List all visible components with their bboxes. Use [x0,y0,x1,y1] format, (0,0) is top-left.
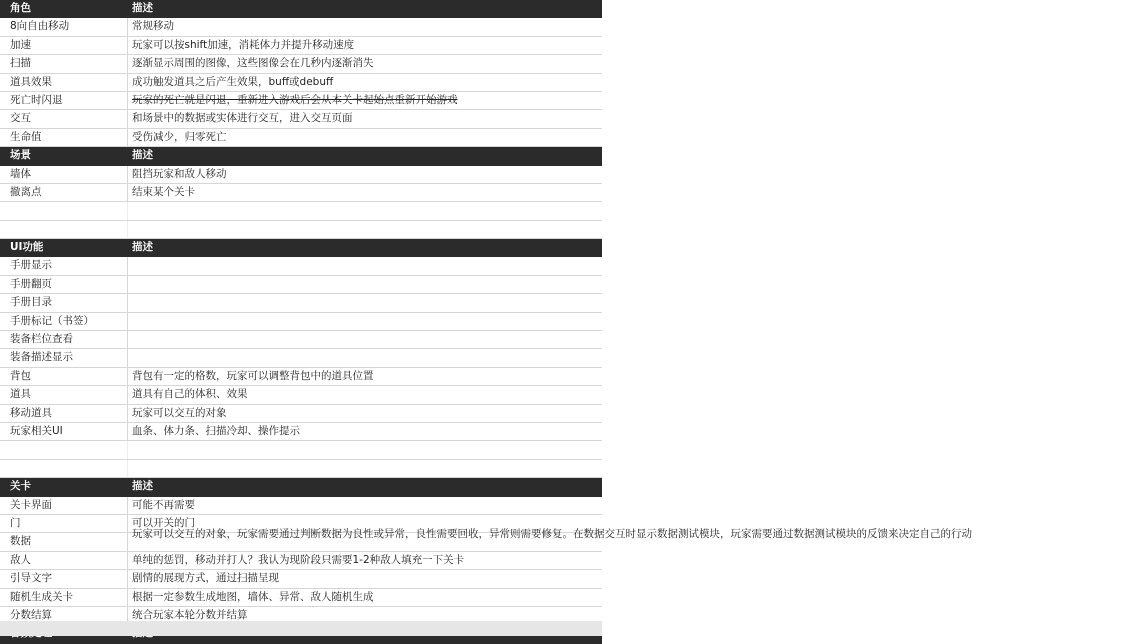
cell-name[interactable] [0,423,128,440]
cell-name-text: 数据 [10,535,31,548]
cell-description[interactable] [128,405,602,422]
cell-description-text: 单纯的惩罚，移动并打人？我认为现阶段只需要1-2种敌人填充一下关卡 [132,553,465,566]
table-row [0,294,602,312]
cell-description[interactable] [128,552,602,569]
cell-name[interactable] [0,349,128,366]
cell-name[interactable] [0,55,128,72]
cell-name[interactable] [0,405,128,422]
cell-description[interactable] [128,202,602,219]
table-row [0,570,602,588]
cell-description-text: 阻挡玩家和敌人移动 [132,167,227,180]
table-row [0,331,602,349]
cell-name[interactable] [0,497,128,514]
cell-description[interactable] [128,37,602,54]
cell-description-text: 背包有一定的格数，玩家可以调整背包中的道具位置 [132,369,374,382]
cell-description-text: 根据一定参数生成地图，墙体、异常、敌人随机生成 [132,590,374,603]
cell-name[interactable] [0,276,128,293]
cell-name[interactable] [0,331,128,348]
cell-name[interactable] [0,37,128,54]
cell-description[interactable] [128,294,602,311]
cell-description-text: 血条、体力条、扫描冷却、操作提示 [132,424,300,437]
cell-description-text: 结束某个关卡 [132,185,195,198]
cell-description-text: 玩家可以交互的对象 [132,406,227,419]
header-cell-name-text: 关卡 [10,480,31,493]
table-row [0,313,602,331]
table-row [0,349,602,367]
cell-description-text: 玩家可以按shift加速，消耗体力并提升移动速度 [132,38,355,51]
header-cell-name[interactable] [0,147,128,164]
header-cell-name-text: 角色 [10,2,31,14]
cell-name-text: 敌人 [10,553,31,566]
cell-description[interactable] [128,460,602,477]
table-row [0,276,602,294]
header-cell-name[interactable] [0,239,128,256]
cell-name-text: 关卡界面 [10,498,52,511]
cell-name-text: 玩家相关UI [10,424,63,437]
section-header-row [0,478,602,496]
sheet-bottom-bar [0,621,602,636]
cell-name[interactable] [0,74,128,91]
cell-name-text: 手册翻页 [10,277,52,290]
cell-description[interactable] [128,497,602,514]
header-cell-name-text: 场景 [10,149,31,162]
cell-description-text: 玩家的死亡就是闪退，重新进入游戏后会从本关卡起始点重新开始游戏 [132,93,458,106]
cell-name[interactable] [0,166,128,183]
cell-description[interactable] [128,570,602,587]
cell-name[interactable] [0,589,128,606]
cell-name[interactable] [0,294,128,311]
cell-name-text: 装备栏位查看 [10,333,73,346]
table-row [0,386,602,404]
table-row [0,166,602,184]
cell-description[interactable] [128,166,602,183]
table-row [0,460,602,478]
cell-name-text: 手册显示 [10,259,52,272]
cell-name-text: 手册目录 [10,296,52,309]
table-row [0,423,602,441]
cell-name-text: 撤离点 [10,185,42,198]
cell-name[interactable] [0,129,128,146]
cell-description[interactable] [128,313,602,330]
cell-name-text: 加速 [10,38,31,51]
cell-name-text: 8向自由移动 [10,20,70,33]
table-row [0,221,602,239]
header-cell-description-text: 描述 [132,2,153,14]
cell-name[interactable] [0,202,128,219]
cell-name[interactable] [0,221,128,238]
table-row [0,74,602,92]
cell-description[interactable] [128,257,602,274]
cell-description-text: 受伤减少，归零死亡 [132,130,227,143]
header-cell-description[interactable] [128,239,602,256]
cell-name[interactable] [0,533,128,550]
cell-name[interactable] [0,257,128,274]
cell-name-text: 交互 [10,112,31,125]
header-cell-name-text: UI功能 [10,241,44,254]
cell-description[interactable] [128,441,602,458]
cell-description-text: 逐渐显示周围的图像，这些图像会在几秒内逐渐消失 [132,57,374,70]
cell-description[interactable] [128,74,602,91]
table-row [0,257,602,275]
cell-description[interactable] [128,423,602,440]
cell-description-text: 和场景中的数据或实体进行交互，进入交互页面 [132,112,353,125]
table-row [0,37,602,55]
cell-description[interactable] [128,129,602,146]
cell-name-text: 道具效果 [10,75,52,88]
cell-name-text: 门 [10,516,21,529]
cell-name-text: 分数结算 [10,608,52,621]
cell-name[interactable] [0,92,128,109]
cell-name[interactable] [0,313,128,330]
section-header-row [0,147,602,165]
header-cell-name[interactable] [0,0,128,17]
table-row [0,18,602,36]
cell-name-text: 手册标记（书签） [10,314,94,327]
header-cell-name[interactable] [0,478,128,495]
cell-name-text: 墙体 [10,167,31,180]
cell-description-text: 成功触发道具之后产生效果，buff或debuff [132,75,334,88]
cell-name-text: 道具 [10,388,31,401]
cell-description[interactable] [128,331,602,348]
cell-description[interactable] [128,528,972,546]
cell-description[interactable] [128,221,602,238]
cell-description[interactable] [128,386,602,403]
table-row [0,528,972,551]
cell-name[interactable] [0,441,128,458]
cell-description-text: 可能不再需要 [132,498,195,511]
table-row [0,441,602,459]
cell-description[interactable] [128,18,602,35]
header-cell-description[interactable] [128,0,602,17]
cell-name[interactable] [0,460,128,477]
cell-name[interactable] [0,368,128,385]
cell-description-text: 常规移动 [132,20,174,33]
table-row [0,55,602,73]
cell-name[interactable] [0,570,128,587]
header-cell-description[interactable] [128,147,602,164]
header-cell-description-text: 描述 [132,480,153,493]
cell-name-text: 随机生成关卡 [10,590,73,603]
cell-description[interactable] [128,349,602,366]
cell-description[interactable] [128,368,602,385]
cell-name-text: 扫描 [10,57,31,70]
table-row [0,552,602,570]
cell-description-text: 可以开关的门 [132,516,195,529]
cell-description-text: 道具有自己的体积、效果 [132,388,248,401]
cell-description[interactable] [128,92,602,109]
cell-name-text: 引导文字 [10,572,52,585]
cell-name[interactable] [0,386,128,403]
cell-name[interactable] [0,515,128,532]
cell-name-text: 背包 [10,369,31,382]
cell-name[interactable] [0,110,128,127]
cell-description[interactable] [128,589,602,606]
cell-description[interactable] [128,184,602,201]
cell-name-text: 移动道具 [10,406,52,419]
header-cell-description-text: 描述 [132,149,153,162]
table-row [0,405,602,423]
cell-description-text: 剧情的展现方式，通过扫描呈现 [132,572,279,585]
cell-description[interactable] [128,55,602,72]
header-cell-description-text: 描述 [132,241,153,254]
cell-name[interactable] [0,552,128,569]
table-row [0,368,602,386]
table-row [0,129,602,147]
table-row [0,497,602,515]
table-row [0,202,602,220]
cell-description[interactable] [128,276,602,293]
cell-name-text: 生命值 [10,130,42,143]
section-header-row [0,239,602,257]
table-row [0,92,602,110]
cell-description-text: 玩家可以交互的对象，玩家需要通过判断数据为良性或异常，良性需要回收，异常则需要修复。在数据交互时显示数据测试模块，玩家需要通过数据测试模块的反馈来决定自己的行动 [132,528,972,541]
cell-name-text: 装备描述显示 [10,351,73,364]
table-row [0,589,602,607]
cell-name[interactable] [0,184,128,201]
table-row [0,110,602,128]
cell-name-text: 死亡时闪退 [10,93,63,106]
cell-description[interactable] [128,110,602,127]
header-cell-description[interactable] [128,478,602,495]
cell-name[interactable] [0,18,128,35]
table-row [0,184,602,202]
cell-description-text: 统合玩家本轮分数并结算 [132,608,248,621]
section-header-row [0,0,602,18]
